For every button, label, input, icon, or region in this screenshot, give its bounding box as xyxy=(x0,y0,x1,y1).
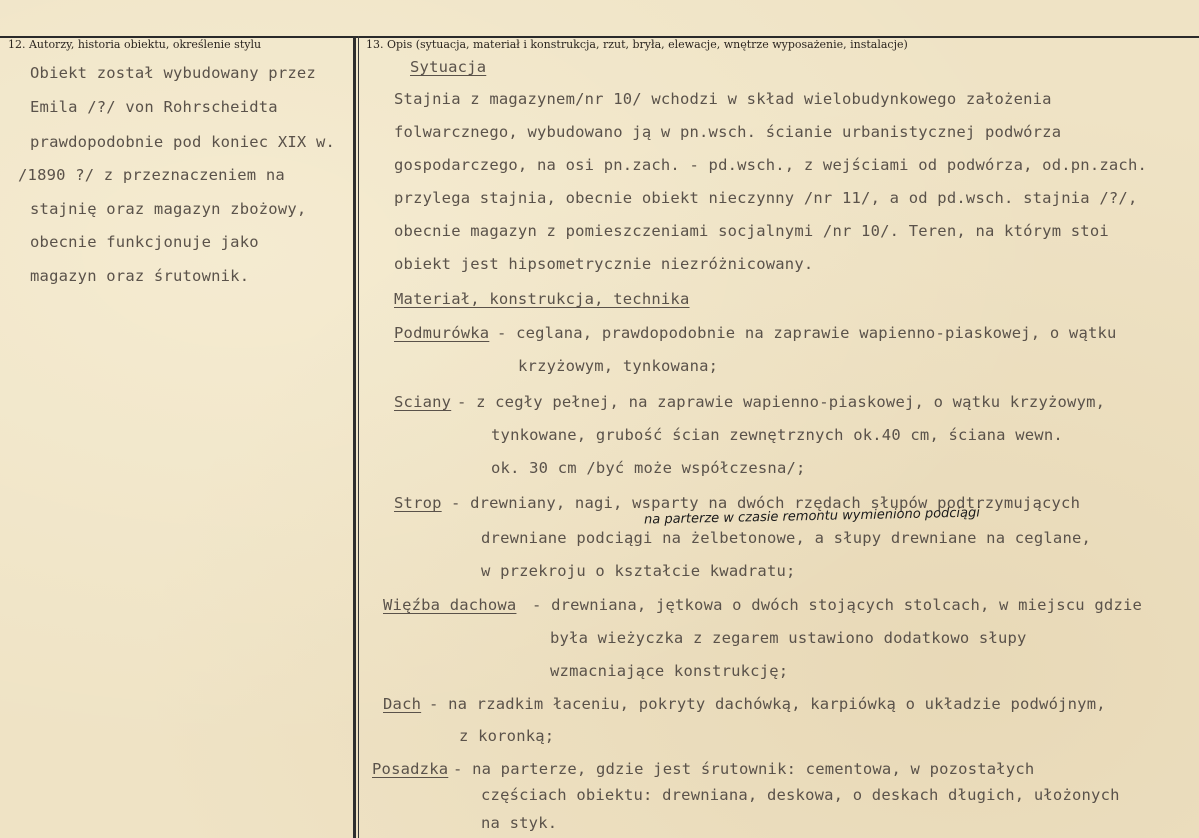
section-heading-sytuacja: Sytuacja xyxy=(410,58,487,76)
dach-line-1: - na rzadkim łaceniu, pokryty dachówką, karpiówką o układzie podwójnym, xyxy=(429,695,1106,713)
sytuacja-line-1: Stajnia z magazynem/nr 10/ wchodzi w skład wielobudynkowego założenia xyxy=(394,90,1052,108)
sytuacja-line-4: przylega stajnia, obecnie obiekt nieczynny /nr 11/, a od pd.wsch. stajnia /?/, xyxy=(394,189,1138,207)
sciany-label: Sciany xyxy=(394,393,452,411)
posadzka-line-2: częściach obiektu: drewniana, deskowa, o deskach długich, ułożonych xyxy=(481,786,1120,804)
left-line-3: prawdopodobnie pod koniec XIX w. xyxy=(30,133,336,151)
wiezba-line-1: - drewniana, jętkowa o dwóch stojących stolcach, w miejscu gdzie xyxy=(532,596,1143,614)
sytuacja-line-3: gospodarczego, na osi pn.zach. - pd.wsch., z wejściami od podwórza, od.pn.zach. xyxy=(394,156,1148,174)
strop-line-1: - drewniany, nagi, wsparty na dwóch rzędach słupów podtrzymujących xyxy=(451,494,1081,512)
sytuacja-line-5: obecnie magazyn z pomieszczeniami socjalnymi /nr 10/. Teren, na którym stoi xyxy=(394,222,1109,240)
wiezba-label: Więźba dachowa xyxy=(383,596,517,614)
wiezba-line-2: była wieżyczka z zegarem ustawiono dodatkowo słupy xyxy=(550,629,1027,647)
dach-line-2: z koronką; xyxy=(459,727,555,745)
posadzka-line-3: na styk. xyxy=(481,814,558,832)
strop-line-2: drewniane podciągi na żelbetonowe, a słupy drewniane na ceglane, xyxy=(481,529,1092,547)
podmurowka-label: Podmurówka xyxy=(394,324,490,342)
header-col13: 13. Opis (sytuacja, materiał i konstrukcja, rzut, bryła, elewacje, wnętrze wyposażenie, instalacje) xyxy=(366,38,908,51)
podmurowka-line-1: - ceglana, prawdopodobnie na zaprawie wapienno-piaskowej, o wątku xyxy=(497,324,1117,342)
sytuacja-line-6: obiekt jest hipsometrycznie niezróżnicowany. xyxy=(394,255,814,273)
left-line-4: /1890 ?/ z przeznaczeniem na xyxy=(18,166,285,184)
posadzka-label: Posadzka xyxy=(372,760,449,778)
wiezba-line-3: wzmacniające konstrukcję; xyxy=(550,662,789,680)
dach-label: Dach xyxy=(383,695,422,713)
column-divider-thin xyxy=(358,36,359,838)
sciany-line-2: tynkowane, grubość ścian zewnętrznych ok.40 cm, ściana wewn. xyxy=(491,426,1063,444)
left-line-7: magazyn oraz śrutownik. xyxy=(30,267,250,285)
left-line-6: obecnie funkcjonuje jako xyxy=(30,233,259,251)
left-line-5: stajnię oraz magazyn zbożowy, xyxy=(30,200,307,218)
sytuacja-line-2: folwarcznego, wybudowano ją w pn.wsch. ścianie urbanistycznej podwórza xyxy=(394,123,1062,141)
column-divider xyxy=(353,36,356,838)
sciany-line-3: ok. 30 cm /być może współczesna/; xyxy=(491,459,806,477)
podmurowka-line-2: krzyżowym, tynkowana; xyxy=(518,357,719,375)
handwritten-note: na parterze w czasie remontu wymieniono podciągi xyxy=(643,505,981,528)
strop-line-3: w przekroju o kształcie kwadratu; xyxy=(481,562,796,580)
strop-label: Strop xyxy=(394,494,442,512)
header-col12: 12. Autorzy, historia obiektu, określenie stylu xyxy=(8,38,262,51)
section-heading-material: Materiał, konstrukcja, technika xyxy=(394,290,690,308)
left-line-2: Emila /?/ von Rohrscheidta xyxy=(30,98,278,116)
posadzka-line-1: - na parterze, gdzie jest śrutownik: cementowa, w pozostałych xyxy=(453,760,1035,778)
left-line-1: Obiekt został wybudowany przez xyxy=(30,64,316,82)
sciany-line-1: - z cegły pełnej, na zaprawie wapienno-piaskowej, o wątku krzyżowym, xyxy=(457,393,1106,411)
